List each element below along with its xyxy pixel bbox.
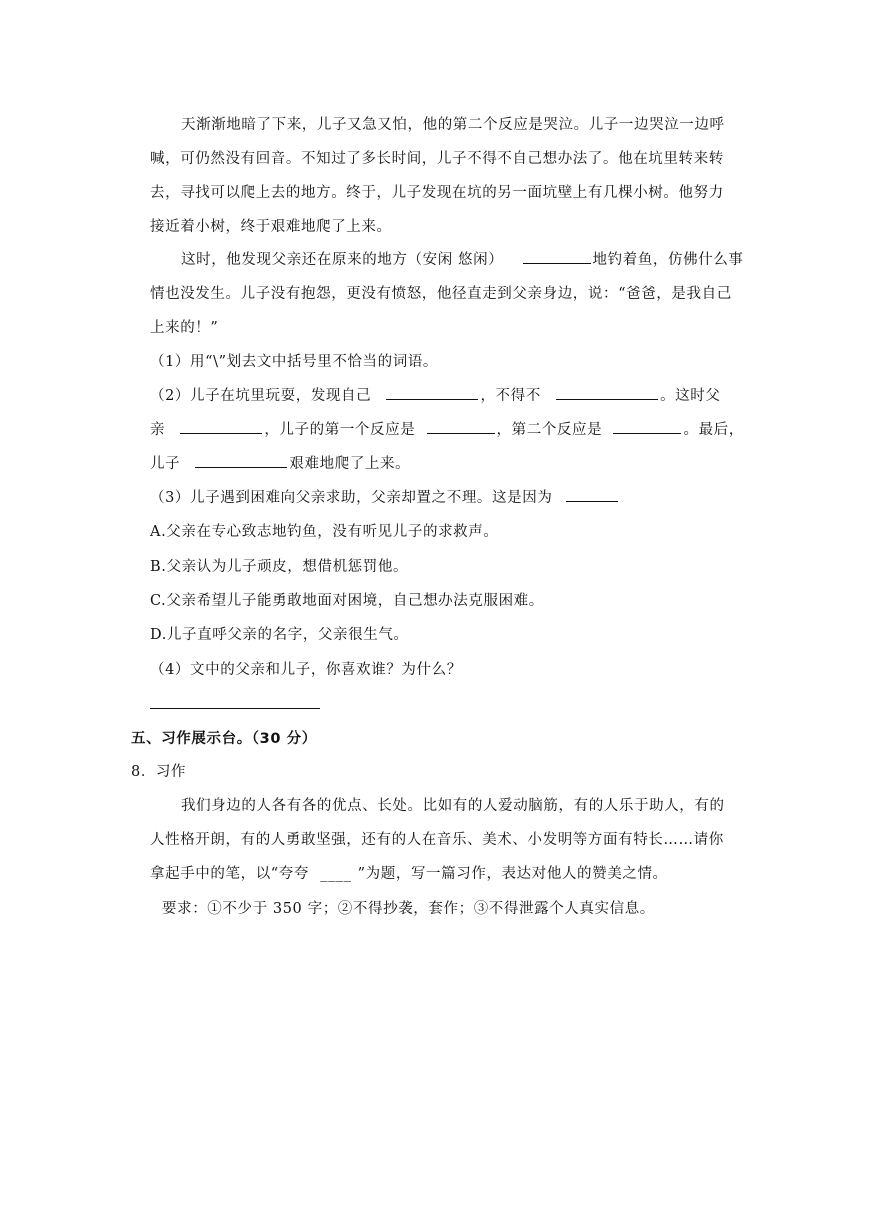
option-b[interactable]: B.父亲认为儿子顽皮，想借机惩罚他。 [150, 559, 409, 575]
passage-line: 喊，可仍然没有回音。不知过了多长时间，儿子不得不自己想办法了。他在坑里转来转 [150, 151, 724, 167]
prompt-text: 拿起手中的笔，以“夸夸 [150, 866, 310, 882]
answer-line[interactable] [150, 708, 320, 709]
passage-line: 情也没发生。儿子没有抱怨，更没有愤怒，他径直走到父亲身边，说：“爸爸，是我自己 [150, 286, 732, 302]
question-text: ，儿子的第一个反应是 [264, 422, 416, 438]
passage-text: 这时，他发现父亲还在原来的地方（安闲 悠闲） [181, 252, 504, 268]
passage-text: 地钓着鱼，仿佛什么事 [592, 252, 744, 268]
option-c[interactable]: C.父亲希望儿子能勇敢地面对困境，自己想办法克服困难。 [150, 593, 544, 609]
question-text: 艰难地爬了上来。 [289, 456, 411, 472]
answer-blank[interactable] [613, 419, 681, 434]
question-4: （4）文中的父亲和儿子，你喜欢谁？为什么？ [150, 662, 462, 678]
question-text: 儿子 [150, 456, 181, 472]
option-d[interactable]: D.儿子直呼父亲的名字，父亲很生气。 [150, 627, 409, 643]
section-heading: 五、习作展示台。（30 分） [131, 731, 317, 747]
item-title: 8．习作 [131, 764, 187, 780]
question-text: ，第二个反应是 [496, 422, 603, 438]
title-blank[interactable]: ____ [320, 866, 352, 882]
question-2-line [150, 452, 410, 473]
question-text: ，不得不 [480, 388, 541, 404]
question-1: （1）用“\”划去文中括号里不恰当的词语。 [150, 354, 439, 370]
question-text: （2）儿子在坑里玩耍，发现自己 [150, 388, 372, 404]
question-2 [150, 384, 720, 405]
question-3 [150, 486, 620, 507]
answer-blank[interactable] [523, 249, 591, 264]
passage-line: 去，寻找可以爬上去的地方。终于，儿子发现在坑的另一面坑壁上有几棵小树。他努力 [150, 185, 724, 201]
answer-blank[interactable] [195, 453, 287, 468]
prompt-line: 人性格开朗，有的人勇敢坚强，还有的人在音乐、美术、小发明等方面有特长……请你 [150, 832, 724, 848]
passage-line: 接近着小树，终于艰难地爬了上来。 [150, 219, 392, 235]
prompt-line: 我们身边的人各有各的优点、长处。比如有的人爱动脑筋，有的人乐于助人，有的 [181, 798, 725, 814]
question-text: （3）儿子遇到困难向父亲求助，父亲却置之不理。这是因为 [150, 490, 553, 506]
question-2-line [150, 418, 744, 439]
prompt-text: ”为题，写一篇习作，表达对他人的赞美之情。 [357, 866, 668, 882]
passage-line: 上来的！” [150, 320, 219, 336]
answer-blank[interactable] [386, 385, 478, 400]
prompt-line [150, 862, 668, 883]
question-text: 。这时父 [660, 388, 721, 404]
passage-line [181, 248, 744, 269]
answer-blank[interactable] [566, 487, 618, 502]
passage-line: 天渐渐地暗了下来，儿子又急又怕，他的第二个反应是哭泣。儿子一边哭泣一边呼 [181, 117, 725, 133]
requirements: 要求：①不少于 350 字；②不得抄袭，套作；③不得泄露个人真实信息。 [162, 901, 655, 917]
option-a[interactable]: A.父亲在专心致志地钓鱼，没有听见儿子的求救声。 [150, 524, 499, 540]
answer-blank[interactable] [427, 419, 495, 434]
question-text: 亲 [150, 422, 166, 438]
answer-blank[interactable] [556, 385, 658, 400]
answer-blank[interactable] [180, 419, 262, 434]
question-text: 。最后， [683, 422, 744, 438]
